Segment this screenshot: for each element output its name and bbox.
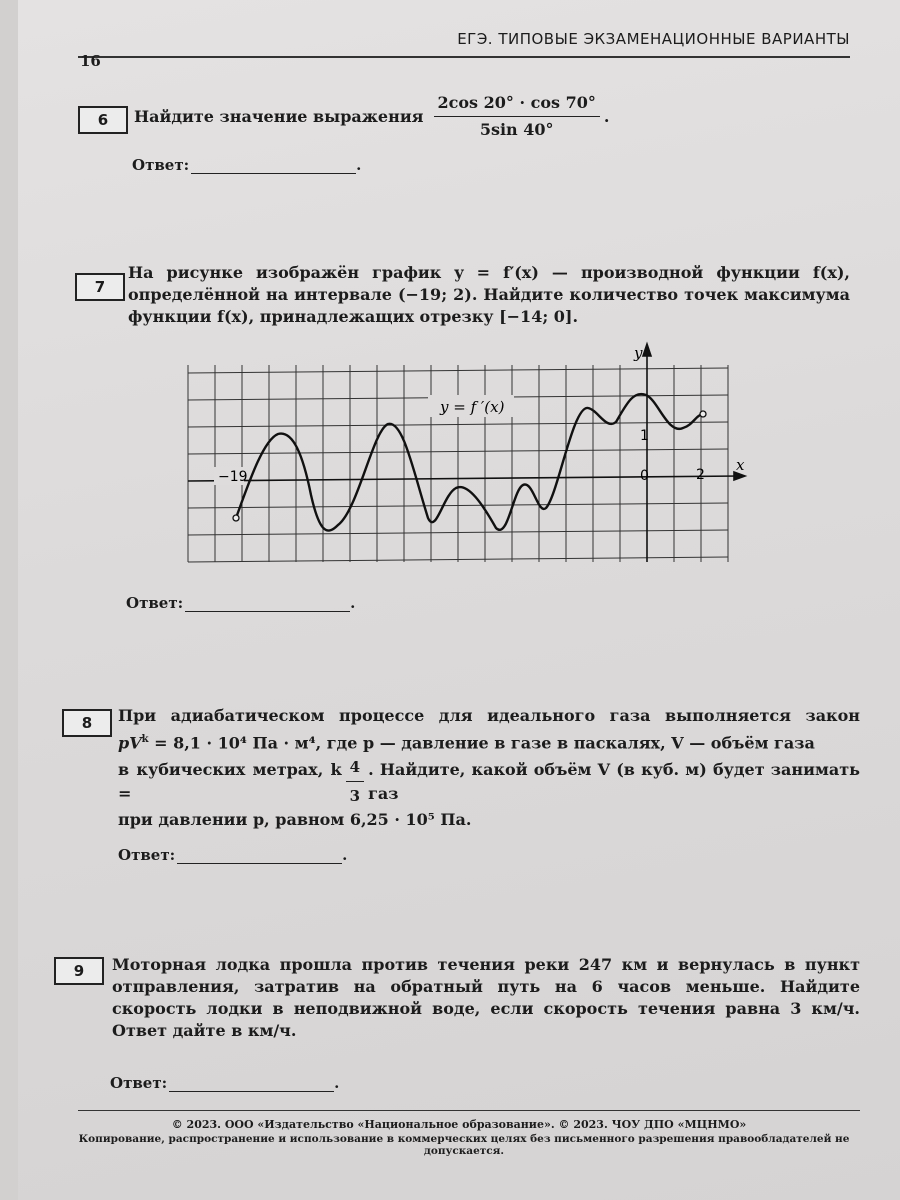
task-6-prompt: Найдите значение выражения [134,106,424,126]
answer-label: Ответ: [110,1074,168,1092]
task-6-text: Найдите значение выражения $\frac{2\cos 20^\circ \cdot \cos 70^\circ}{5\sin 40^\circ}$ . [134,93,610,139]
tick-two: 2 [696,467,705,483]
task-6-denominator: 5sin 40° [479,120,554,139]
func-label: y = f ′(x) [440,398,505,416]
tick-one: 1 [640,428,649,444]
answer-line[interactable] [177,849,342,864]
task-8-line3: в кубических метрах, k = $\frac{4}{3}$ . Найдите, какой объём V (в куб. м) будет занимать газ [118,755,860,808]
curve-start-point [233,515,239,521]
answer-label: Ответ: [126,594,184,612]
task-7-text: На рисунке изображён график y = f′(x) — производной функции f(x), определённой на интервале (−19; 2). Найдите количество точек максимума функции f(x), принадлежащих отрезку [−14; 0]. [128,263,850,326]
task-7-answer[interactable]: Ответ: . [126,594,356,612]
task-9-number: 9 [54,957,104,985]
task-6-answer[interactable]: Ответ: . [132,156,362,174]
task-6-numerator: 2cos 20° · cos 70° [434,92,600,117]
task-6-number: 6 [78,106,128,134]
axis-label-y: y [634,344,643,362]
page [18,0,900,1200]
tick-zero: 0 [640,468,649,484]
footer-divider [78,1110,860,1111]
task-8-line2: $pV^k = 8,1 \cdot 10^4$ Па · м⁴, где p — давление в газе в паскалях, V — объём газа [118,733,815,753]
footer-rights: Копирование, распространение и использование в коммерческих целях без письменного разрешения правообладателей не допускается. [78,1133,850,1157]
task-6-fraction [434,92,600,141]
page-number: 16 [80,52,101,70]
header-title: ЕГЭ. ТИПОВЫЕ ЭКЗАМЕНАЦИОННЫЕ ВАРИАНТЫ [457,30,850,48]
task-8-fraction: $\frac{4}{3}$ [346,755,364,808]
answer-line[interactable] [169,1077,334,1092]
task-8-text [118,704,860,832]
task-9-text: Моторная лодка прошла против течения реки 247 км и вернулась в пункт отправления, затратив на обратный путь на 6 часов меньше. Найдите скорость лодки в неподвижной воде, если скорость течения равна 3 км/ч. Ответ дайте в км/ч. [112,955,860,1040]
task-8-line4: при давлении p, равном 6,25 · 10⁵ Па. [118,810,472,830]
tick-minus19: −19 [218,469,248,485]
answer-label: Ответ: [132,156,190,174]
curve-end-point [700,411,706,417]
task-8-number: 8 [62,709,112,737]
task-7-number: 7 [75,273,125,301]
task-8-answer[interactable]: Ответ: . [118,846,348,864]
answer-line[interactable] [185,597,350,612]
task-8-line1: При адиабатическом процессе для идеального газа выполняется закон [118,706,860,725]
axis-label-x: x [736,456,745,474]
derivative-graph [178,340,745,565]
page-header [78,28,850,58]
answer-label: Ответ: [118,846,176,864]
answer-line[interactable] [191,159,356,174]
footer-copyright: © 2023. ООО «Издательство «Национальное образование». © 2023. ЧОУ ДПО «МЦНМО» [171,1118,747,1131]
task-9-answer[interactable]: Ответ: . [110,1074,340,1092]
